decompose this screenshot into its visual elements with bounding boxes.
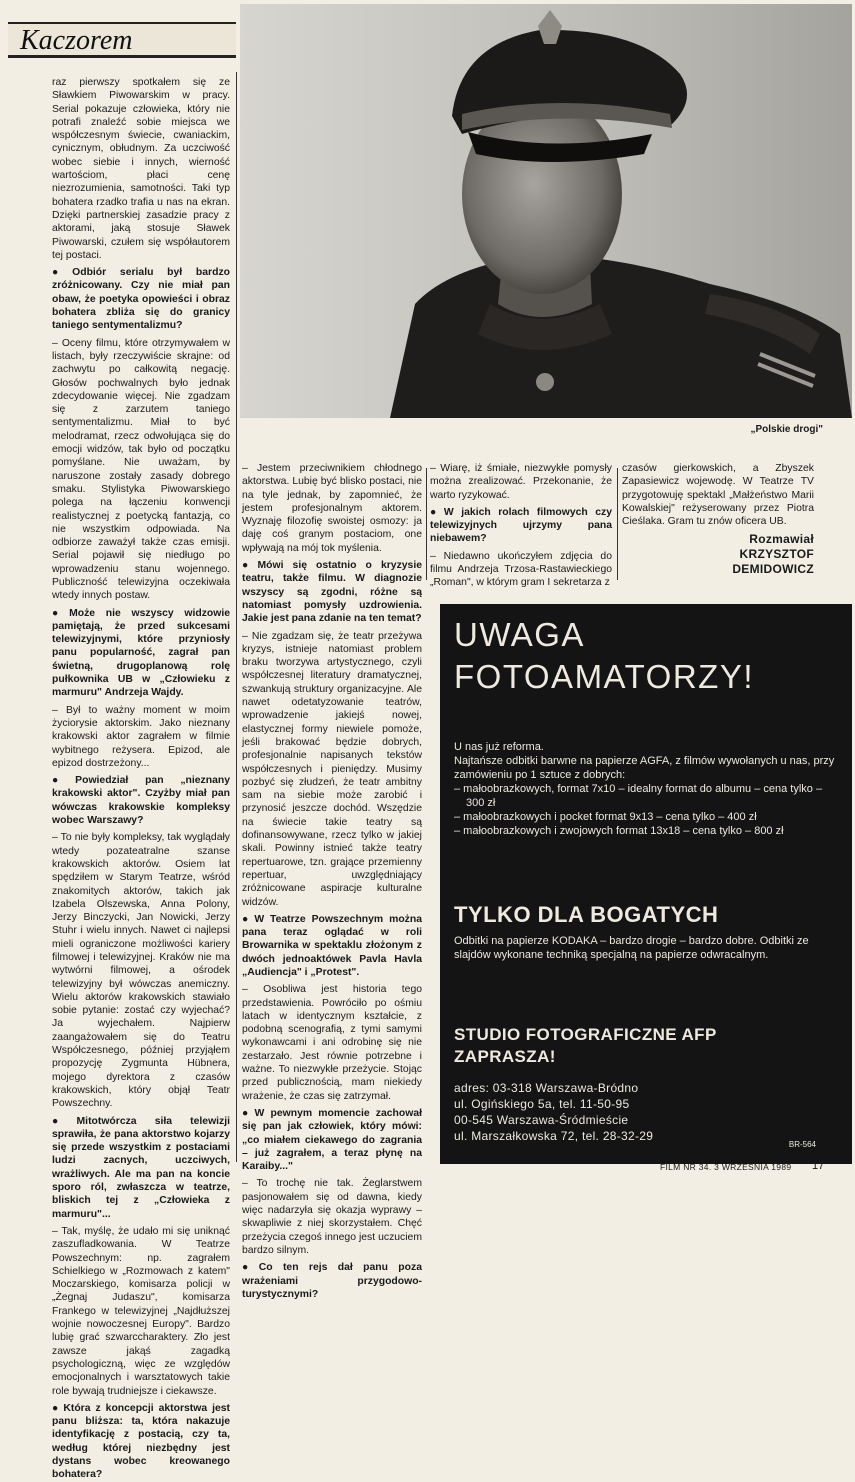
ad-intro: Najtańsze odbitki barwne na papierze AGFA, z filmów wywołanych u nas, przy zamówieniu po 1 sztuce z dobrych: [454,755,835,781]
interview-answer [242,462,422,555]
ad-price-list [454,782,840,838]
interview-question [242,1261,422,1301]
interview-answer [52,1225,230,1398]
paragraph-text: raz pierwszy spotkałem się ze Sławkiem Piwowarskim w pracy. Serial pokazuje człowieka, który nie potrafi znaleźć sobie miejsca we współczesnym świecie, cwaniackim, cynicznym, obłudnym. Za uczciwość wobec siebie i innych, wierność wartościom, płaci cenę niezrozumienia, samotności. Taki typ bohatera rzadko trafia u nas na ekran. Dzięki partnerskiej zasadzie pracy z aktorami, jaką stosuje Sławek Piwowarski, czułem się współautorem tej postaci. [52,77,230,261]
ad-headline [454,614,844,698]
paragraph-text: Powiedział pan „nieznany krakowski aktor". Czyżby miał pan wówczas krakowskie kompleksy wobec Warszawy? [52,775,230,827]
bullet-icon: ● [52,607,67,619]
interview-question [52,1402,230,1482]
column-divider [236,72,237,1162]
paragraph-text: czasów gierkowskich, a Zbyszek Zapasiewicz wojewodę. W Teatrze TV przygotowuję spektakl „Małżeństwo Marii Kowalskiej" reżyserowany przez Piotra Cieślaka. Gram tu znów oficera UB. [622,463,814,528]
section-title: Kaczorem [20,25,133,56]
bullet-icon: ● [430,506,441,518]
bullet-icon: ● [52,775,73,787]
section-header [8,22,236,58]
interview-question [52,266,230,332]
ad-price-item: – małoobrazkowych i pocket format 9x13 – cena tylko – 400 zł [454,811,757,823]
ad-address [454,1080,844,1144]
paragraph-text: Co ten rejs dał panu poza wrażeniami przygodowo-turystycznymi? [242,1262,422,1300]
interviewer-signoff [622,532,814,577]
signoff-line: DEMIDOWICZ [732,562,814,577]
page-number: 17 [812,1160,825,1172]
column-divider [617,468,618,580]
paragraph-text: Mówi się ostatnio o kryzysie teatru, także filmu. W diagnozie wszyscy są zgodni, różne są natomiast pomysły uzdrowienia. Jakie jest pana zdanie na ten temat? [242,560,422,625]
officer-portrait-illustration [240,4,852,418]
interview-question [52,607,230,700]
signoff-line: Rozmawiał [749,532,814,547]
paragraph-text: – To trochę nie tak. Żeglarstwem pasjonowałem się od dawna, kiedy więc nadarzyła się okazja wyprawy – skwapliwie z niej skorzystałem. Chęć przeżycia czegoś innego jest uczuciem bardzo silnym. [242,1178,422,1256]
signoff-line: KRZYSZTOF [739,547,814,562]
paragraph-text: W pewnym momencie zachował się pan jak człowiek, który mówi: „co miałem ciekawego do zagrania – już zagrałem, a teraz płynę na Karaiby..." [242,1107,422,1173]
ad-code: BR-564 [788,1140,816,1149]
ad-studio-line: ZAPRASZA! [454,1047,556,1066]
interview-answer [622,462,814,528]
interview-answer [52,704,230,770]
article-column-2 [242,462,422,1300]
interview-question [52,1115,230,1221]
article-column-1 [52,76,231,1481]
ad-address-line: ul. Ogińskiego 5a, tel. 11-50-95 [454,1097,630,1111]
paragraph-text: – Oceny filmu, które otrzymywałem w listach, były rzeczywiście skrajne: od zachwytu po całkowitą negację. Głosów pochwalnych było jednak zdecydowanie więcej. Nie zgadzam się z zarzutem taniego sentymentalizmu. Miał to być melodramat, rzecz odwołująca się do emocji widzów, tak było od początku pomyślane. Nie uważam, by naruszone zostały zasady dobrego smaku. Stylistyka Piwowarskiego polega na łączeniu konwencji realistycznej z poetycką fantazją, co nie wszystkim odpowiada. Na odbiorze zaważył także czas emisji. Serial pojawił się niedługo po wprowadzeniu stanu wojennego. Publiczność telewizyjna oczekiwała wtedy innych postaw. [52,337,230,602]
bullet-icon: ● [52,1402,61,1414]
ad-headline-line: UWAGA [454,616,585,653]
paragraph-text: – Jestem przeciwnikiem chłodnego aktorstwa. Lubię być blisko postaci, nie na tyle jednak, by zapomnieć, że jestem profesjonalnym aktorem. Wyznaję filozofię swoistej osmozy: ja daję coś granym postaciom, one wpływają na mój tok myślenia. [242,463,422,554]
ad-subheadline: TYLKO DLA BOGATYCH [454,902,719,927]
interview-question [52,774,230,827]
column-divider [426,468,427,580]
ad-intro: U nas już reforma. [454,741,544,753]
ad-address-line: 00-545 Warszawa-Śródmieście [454,1113,629,1127]
ad-studio-line: STUDIO FOTOGRAFICZNE AFP [454,1025,717,1044]
ad-subtext: Odbitki na papierze KODAKA – bardzo drogie – bardzo dobre. Odbitki ze slajdów wykonane techniką specjalną na papierze odwracalnym. [454,935,809,961]
paragraph-text: – To nie były kompleksy, tak wyglądały wtedy pozateatralne szanse krakowskich aktorów. Osiem lat spędziłem w Starym Teatrze, wśród znakomitych aktorów, takich jak Izabela Olszewska, Anna Polony, Jerzy Binczycki, Jan Nowicki, Jerzy Stuhr i wielu innych. Nawet ci najlepsi mieli ograniczone możliwości kariery filmowej i telewizyjnej. Kraków nie ma wytwórni filmowej, a ośrodek telewizyjny był wówczas anemiczny. Wielu aktorów krakowskich stawiało sobie pytanie: zostać czy wyjechać? Ja wyjechałem. Najpierw zaangażowałem się do Teatru Współczesnego, później przyjąłem propozycję Zygmunta Hübnera, mojego dyrektora z czasów krakowskich, który objął Teatr Powszechny. [52,832,230,1110]
bullet-icon: ● [242,913,252,925]
interview-answer [242,983,422,1103]
bullet-icon: ● [52,1115,74,1127]
interview-answer [430,462,612,502]
article-column-3 [430,462,613,589]
interview-answer [242,630,422,909]
ad-address-line: ul. Marszałkowska 72, tel. 28-32-29 [454,1129,654,1143]
interview-answer [52,337,230,603]
portrait-photo [240,4,852,418]
interview-answer [52,76,230,262]
photo-caption: „Polskie drogi" [750,424,823,435]
interview-question [242,559,422,625]
ad-studio-name [454,1024,844,1068]
interview-answer [430,550,612,590]
paragraph-text: W Teatrze Powszechnym można pana teraz oglądać w roli Browarnika w spektaklu złożonym z dwóch jednoaktówek Pavla Havla „Audiencja" i „Protest". [242,913,422,978]
paragraph-text: – Był to ważny moment w moim życiorysie aktorskim. Jako nieznany krakowski aktor zagrałem w filmie wybitnego reżysera. Epizod, ale epizod dostrzeżony... [52,704,230,769]
paragraph-text: – Osobliwa jest historia tego przedstawienia. Powróciło po ośmiu latach w identycznym kształcie, z podobną scenografią, z tymi samymi wykonawcami i ani odrobinę się nie zestarzało. Jest równie potrzebne i ważne. To niezwykłe przeżycie. Stojąc przed publicznością, mam niekiedy wrażenie, że czas się zatrzymał. [242,984,422,1102]
article-column-4 [622,462,814,580]
interview-answer [52,831,230,1110]
interview-question [430,506,612,546]
interview-question [242,913,422,979]
bullet-icon: ● [242,560,255,572]
interview-question [242,1107,422,1173]
ad-address-line: adres: 03-318 Warszawa-Bródno [454,1081,639,1095]
ad-offer [454,740,840,838]
ad-headline-line: FOTOAMATORZY! [454,658,755,695]
paragraph-text: – Wiarę, iż śmiałe, niezwykłe pomysły można zrealizować. Przekonanie, że warto ryzykować. [430,463,612,501]
paragraph-text: Może nie wszyscy widzowie pamiętają, że przed sukcesami telewizyjnymi, które przyniosły panu popularność, zagrał pan świetną, drugoplanową rolę pułkownika UB w „Człowieku z marmuru" Andrzeja Wajdy. [52,607,230,699]
paragraph-text: Mitotwórcza siła telewizji sprawiła, że pana aktorstwo kojarzy się przede wszystkim z postaciami ludzi zacnych, uczciwych, wrażliwych. Ale ma pan na koncie sporo ról, zwłaszcza w teatrze, bliskich tej z „Człowieka z marmuru"... [52,1115,231,1220]
advertisement [440,604,852,1164]
paragraph-text: – Nie zgadzam się, że teatr przeżywa kryzys, istnieje natomiast problem braku tworzywa artystycznego, czyli współczesnej literatury dramatycznej, szwankują struktury organizacyjne. Ale nawet odetatyzowanie teatrów, wprowadzenie jakiejś nowej, elastycznej formy niewiele pomoże, jeśli brakować będzie dobrych, profesjonalnie napisanych tekstów współczesnych i pieniędzy. Musimy pozbyć się złudzeń, że teatr ambitny sam na siebie może zarobić i przynosić jeszcze dochód. Wszędzie na świecie takie teatry są dofinansowywane, rzecz tylko w jakiej skali. Powinny istnieć także teatry repertuarowe, tzn. grające przemienny repertuar, uwzględniający zróżnicowane aspiracje kulturalne widzów. [242,630,422,908]
paragraph-text: W jakich rolach filmowych czy telewizyjnych ujrzymy pana niebawem? [430,506,613,545]
interview-answer [242,1177,422,1257]
bullet-icon: ● [242,1107,252,1119]
issue-footer: FILM NR 34. 3 WRZEŚNIA 1989 [660,1162,792,1172]
paragraph-text: – Niedawno ukończyłem zdjęcia do filmu Andrzeja Trzosa-Rastawieckiego „Roman", w którym gram I sekretarza z [430,550,612,589]
bullet-icon: ● [242,1262,256,1274]
paragraph-text: Odbiór serialu był bardzo zróżnicowany. Czy nie miał pan obaw, że poetyka opowieści i obraz bohatera zbliża się do granicy taniego sentymentalizmu? [52,267,230,332]
ad-price-item: – małoobrazkowych i zwojowych format 13x18 – cena tylko – 800 zł [454,825,784,837]
paragraph-text: – Tak, myślę, że udało mi się uniknąć zaszufladkowania. W Teatrze Powszechnym: np. zagrałem Schielkiego w „Rozmowach z katem" Moczarskiego, komisarza policji w „Żegnaj Judaszu", komisarza Frankego w telewizyjnej „Najdłuższej wojnie nowoczesnej Europy". Bardzo lubię grać szwarccharaktery. Zło jest zawsze jakąś zagadką psychologiczną, więc ze względów emocjonalnych i warsztatowych takie role bywają trudniejsze i ciekawsze. [52,1225,230,1397]
bullet-icon: ● [52,267,70,279]
ad-price-item: – małoobrazkowych, format 7x10 – idealny format do albumu – cena tylko – 300 zł [454,783,823,809]
paragraph-text: Która z koncepcji aktorstwa jest panu bliższa: ta, która nakazuje identyfikację z postacią, czy ta, według której niezbędny jest dystans wobec kreowanego bohatera? [52,1402,230,1481]
